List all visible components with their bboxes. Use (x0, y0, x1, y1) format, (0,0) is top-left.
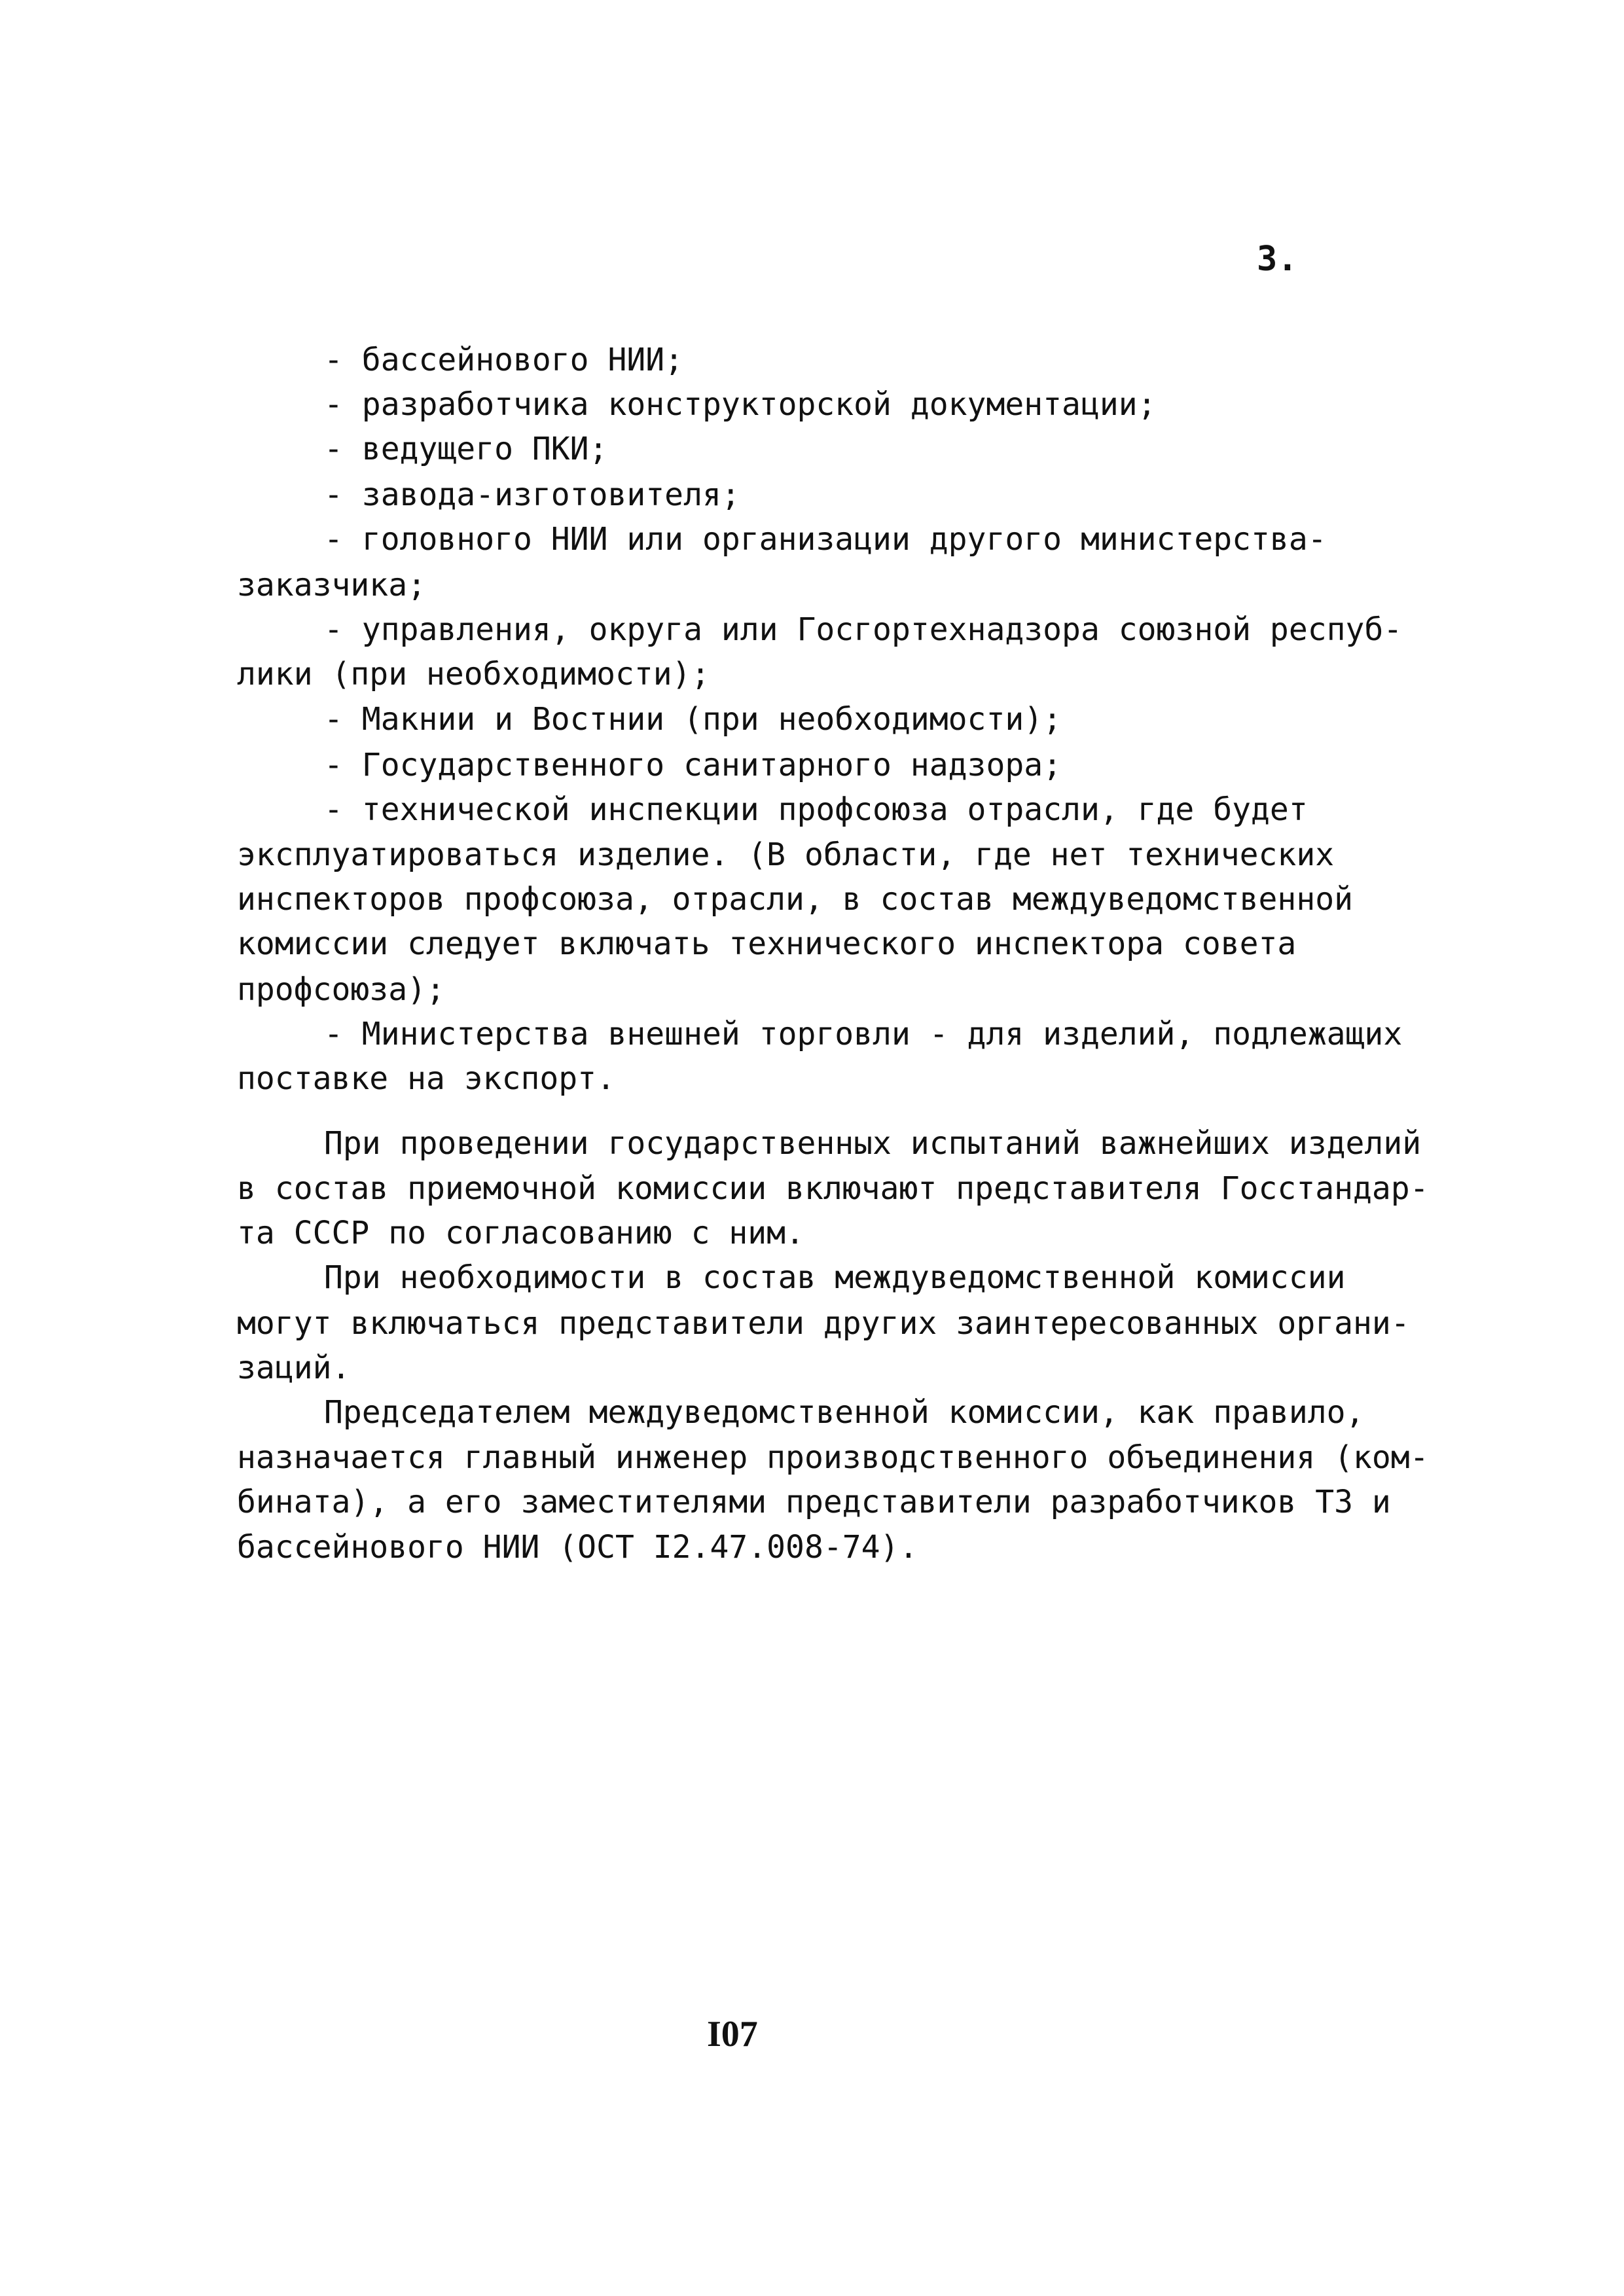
list-item: - технической инспекции профсоюза отрасли, где будет (324, 791, 1308, 828)
list-item: - завода-изготовителя; (324, 476, 740, 513)
paragraph-line: в состав приемочной комиссии включают представителя Госстандар- (237, 1170, 1429, 1207)
paragraph-line: бината), а его заместителями представители разработчиков ТЗ и (237, 1484, 1391, 1520)
paragraph-line: назначается главный инженер производственного объединения (ком- (237, 1439, 1429, 1476)
paragraph-line: заций. (237, 1350, 351, 1386)
text-line: эксплуатироваться изделие. (В области, где нет технических (237, 836, 1335, 873)
text-line: поставке на экспорт. (237, 1060, 615, 1097)
paragraph-line: При проведении государственных испытаний важнейших изделий (324, 1125, 1422, 1162)
list-item: - бассейнового НИИ; (324, 342, 684, 378)
page-number: I07 (707, 2014, 758, 2054)
list-item: - разработчика конструкторской документации; (324, 386, 1157, 423)
text-line: инспекторов профсоюза, отрасли, в состав междуведомственной (237, 881, 1354, 918)
text-line: лики (при необходимости); (237, 656, 710, 692)
list-item: - управления, округа или Госгортехнадзора союзной респуб- (324, 611, 1403, 648)
paragraph-line: Председателем междуведомственной комиссии, как правило, (324, 1394, 1365, 1431)
paragraph-line: При необходимости в состав междуведомственной комиссии (324, 1259, 1346, 1296)
list-item: - Министерства внешней торговли - для изделий, подлежащих (324, 1016, 1403, 1052)
list-item: - ведущего ПКИ; (324, 431, 608, 467)
list-item: - головного НИИ или организации другого министерства- (324, 521, 1327, 558)
paragraph-line: бассейнового НИИ (ОСТ I2.47.008-74). (237, 1529, 918, 1566)
list-item: - Макнии и Востнии (при необходимости); (324, 701, 1062, 738)
section-number: 3. (1257, 240, 1298, 279)
list-item: - Государственного санитарного надзора; (324, 747, 1062, 783)
paragraph-line: та СССР по согласованию с ним. (237, 1215, 804, 1251)
text-line: комиссии следует включать технического инспектора совета (237, 925, 1297, 962)
text-line: заказчика; (237, 567, 426, 603)
text-line: профсоюза); (237, 971, 445, 1008)
paragraph-line: могут включаться представители других заинтересованных органи- (237, 1305, 1410, 1342)
